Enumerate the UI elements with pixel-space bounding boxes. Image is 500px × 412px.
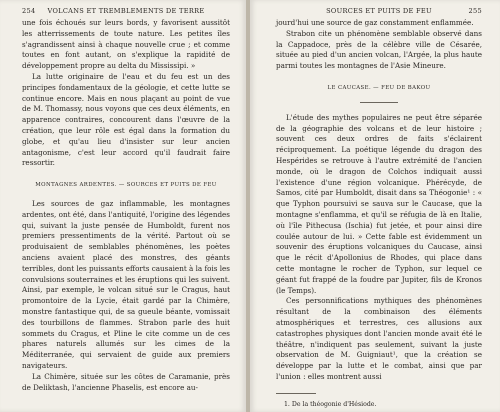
right-page-number: 255 bbox=[468, 7, 482, 15]
footnote: 1. De la théogonie d'Hésiode. bbox=[284, 400, 377, 408]
right-paragraph-1: jourd'hui une source de gaz constamment enflammée. bbox=[276, 18, 474, 27]
right-running-head: SOURCES ET PUITS DE FEU bbox=[326, 7, 432, 15]
left-paragraph-4: La Chimère, située sur les côtes de Caramanie, près de Deliktash, l'ancienne Phaselis, est encore au- bbox=[22, 371, 230, 392]
right-paragraph-3: L'étude des mythes populaires ne peut être séparée de la géographie des volcans et de leur histoire ; souvent ces deux ordres de faits s'éclairent réciproquement. La poétique légende du dragon des Hespérides se retrouve à l'autre extrémité de l'ancien monde, où le dragon de Colchos indiquait aussi l'existence d'une région volcanique. Phérécyde, de Samos, cité par Humboldt, disait dans sa Théogonie¹ : « que Typhon poursuivi se sauva sur le Caucase, que la montagne s'enflamma, et qu'il se réfugia de là en Italie, où l'île Pithecusa (Ischia) fut jetée, et pour ainsi dire coulée autour de lui. » Cette fable est évidemment un souvenir des éruptions volcaniques du Caucase, ainsi que le récit d'Apollonius de Rhodes, qui place dans cette montagne le rocher de Typhon, sur lequel ce géant fut frappé de la foudre par Jupiter, fils de Kronos (le Temps). bbox=[276, 112, 482, 295]
left-paragraph-1: une fois échoués sur leurs bords, y favorisent aussitôt les atterrissements de toute nature. Les petites îles s'agrandissent ainsi à chaque nouvelle crue ; et comme toutes en font autant, on s'explique la rapidité de développement propre au delta du Mississipi. » bbox=[22, 18, 230, 71]
left-section-heading: MONTAGNES ARDENTES. — SOURCES ET PUITS DE FEU bbox=[35, 182, 217, 189]
right-paragraph-2: Strabon cite un phénomène semblable observé dans la Cappadoce, près de la célèbre ville de Césarée, située au pied d'un ancien volcan, l'Argée, la plus haute parmi toutes les montagnes de l'Asie Mineure. bbox=[276, 28, 482, 71]
left-running-header bbox=[22, 6, 230, 18]
section-divider bbox=[360, 102, 398, 103]
right-section-heading: LE CAUCASE. — FEU DE BAKOU bbox=[327, 84, 431, 91]
right-page bbox=[250, 0, 500, 412]
right-page-content bbox=[276, 6, 482, 409]
right-running-header bbox=[276, 6, 482, 18]
left-running-head: VOLCANS ET TREMBLEMENTS DE TERRE bbox=[47, 7, 205, 15]
left-page-content bbox=[22, 6, 230, 393]
left-page bbox=[0, 0, 246, 412]
left-paragraph-3: Les sources de gaz inflammable, les montagnes ardentes, ont été, dans l'antiquité, l'origine des légendes qui, suivant la juste pensée de Humboldt, furent nos premiers pressentiments de la vérité. Partout où se produisaient de semblables phénomènes, les poètes anciens avaient placé des monstres, des géants terribles, dont les puissants efforts causaient à la fois les convulsions souterraines et les éruptions qui les suivent. Ainsi, par exemple, le volcan situé sur le Cragus, haut promontoire de la Lycie, était gardé par la Chimère, monstre fantastique qui, de sa gueule béante, vomissait des tourbillons de flammes. Strabon parle des huit sommets du Cragus, et Pline le cite comme un de ces phares naturels allumés sur les cimes de la Méditerranée, qui servaient de guide aux premiers navigateurs. bbox=[22, 198, 230, 370]
left-page-number: 254 bbox=[22, 7, 36, 15]
left-paragraph-2: La lutte originaire de l'eau et du feu est un des principes fondamentaux de la géologie, et cette lutte se continue encore. Mais en nous plaçant au point de vue de M. Thomassy, nous voyons que ces deux éléments, en apparence contraires, concourent dans l'œuvre de la création, que leur rôle est égal dans la formation du globe, et qu'au lieu d'insister sur leur ancien antagonisme, c'est leur accord qu'il faudrait faire ressortir. bbox=[22, 71, 230, 168]
footnote-divider bbox=[276, 393, 316, 394]
right-paragraph-4: Ces personnifications mythiques des phénomènes résultant de la combinaison des éléments atmosphériques et terrestres, ces allusions aux catastrophes physiques dont l'ancien monde avait été le théâtre, n'indiquent pas seulement, suivant la juste observation de M. Guigniaut¹, que la création se développe par la lutte et le combat, ainsi que par l'union : elles montrent aussi bbox=[276, 296, 482, 381]
